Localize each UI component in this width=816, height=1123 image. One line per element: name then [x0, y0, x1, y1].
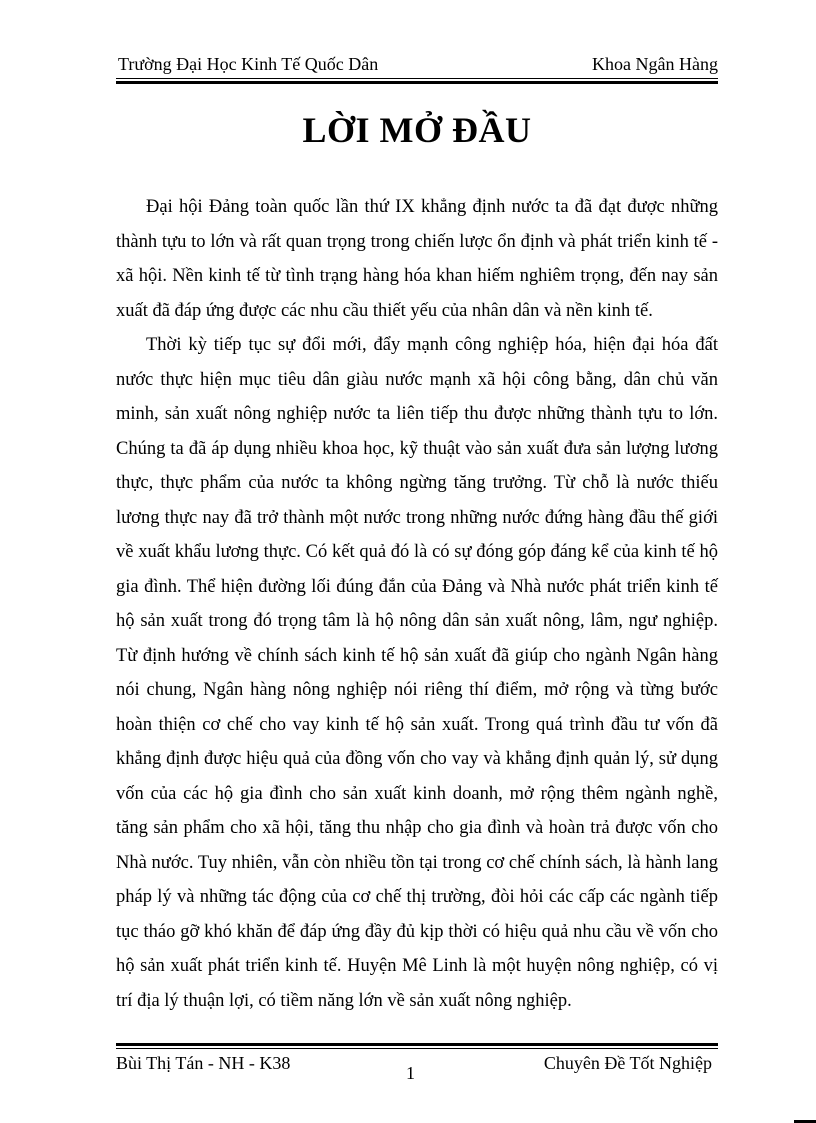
page-header	[118, 52, 718, 76]
header-university: Trường Đại Học Kinh Tế Quốc Dân	[118, 54, 379, 74]
page-footer	[116, 1052, 718, 1083]
document-body	[116, 190, 718, 1018]
page-title: LỜI MỞ ĐẦU	[302, 110, 532, 150]
header-rule-thin	[116, 78, 718, 79]
footer-doc-type: Chuyên Đề Tốt Nghiệp	[543, 1053, 712, 1073]
footer-rule-thin	[116, 1048, 718, 1049]
footer-rule-thick	[116, 1043, 718, 1046]
header-faculty: Khoa Ngân Hàng	[592, 54, 718, 74]
page-number: 1	[406, 1063, 415, 1083]
paragraph-1: Đại hội Đảng toàn quốc lần thứ IX khẳng định nước ta đã đạt được những thành tựu to lớn và rất quan trọng trong chiến lược ổn định và phát triển kinh tế - xã hội. Nền kinh tế từ tình trạng hàng hóa khan hiếm nghiêm trọng, đến nay sản xuất đã đáp ứng được các nhu cầu thiết yếu của nhân dân và nền kinh tế.	[116, 197, 718, 321]
header-rule-thick	[116, 81, 718, 84]
footer-author: Bùi Thị Tán - NH - K38	[116, 1053, 291, 1073]
paragraph-2: Thời kỳ tiếp tục sự đổi mới, đẩy mạnh công nghiệp hóa, hiện đại hóa đất nước thực hiện mục tiêu dân giàu nước mạnh xã hội công bằng, dân chủ văn minh, sản xuất nông nghiệp nước ta liên tiếp thu được những thành tựu to lớn. Chúng ta đã áp dụng nhiều khoa học, kỹ thuật vào sản xuất đưa sản lượng lương thực, thực phẩm của nước ta không ngừng tăng trưởng. Từ chỗ là nước thiếu lương thực nay đã trở thành một nước trong những nước đứng hàng đầu thế giới về xuất khẩu lương thực. Có kết quả đó là có sự đóng góp đáng kể của kinh tế hộ gia đình. Thể hiện đường lối đúng đắn của Đảng và Nhà nước phát triển kinh tế hộ sản xuất trong đó trọng tâm là hộ nông dân sản xuất nông, lâm, ngư nghiệp. Từ định hướng về chính sách kinh tế hộ sản xuất đã giúp cho ngành Ngân hàng nói chung, Ngân hàng nông nghiệp nói riêng thí điểm, mở rộng và từng bước hoàn thiện cơ chế cho vay kinh tế hộ sản xuất. Trong quá trình đầu tư vốn đã khẳng định được hiệu quả của đồng vốn cho vay và khẳng định quản lý, sử dụng vốn của các hộ gia đình cho sản xuất kinh doanh, mở rộng thêm ngành nghề, tăng sản phẩm cho xã hội, tăng thu nhập cho gia đình và hoàn trả được vốn cho Nhà nước. Tuy nhiên, vẫn còn nhiều tồn tại trong cơ chế chính sách, là hành lang pháp lý và những tác động của cơ chế thị trường, đòi hỏi các cấp các ngành tiếp tục tháo gỡ khó khăn để đáp ứng đầy đủ kịp thời có hiệu quả nhu cầu về vốn cho hộ sản xuất phát triển kinh tế. Huyện Mê Linh là một huyện nông nghiệp, có vị trí địa lý thuận lợi, có tiềm năng lớn về sản xuất nông nghiệp.	[116, 335, 718, 1011]
